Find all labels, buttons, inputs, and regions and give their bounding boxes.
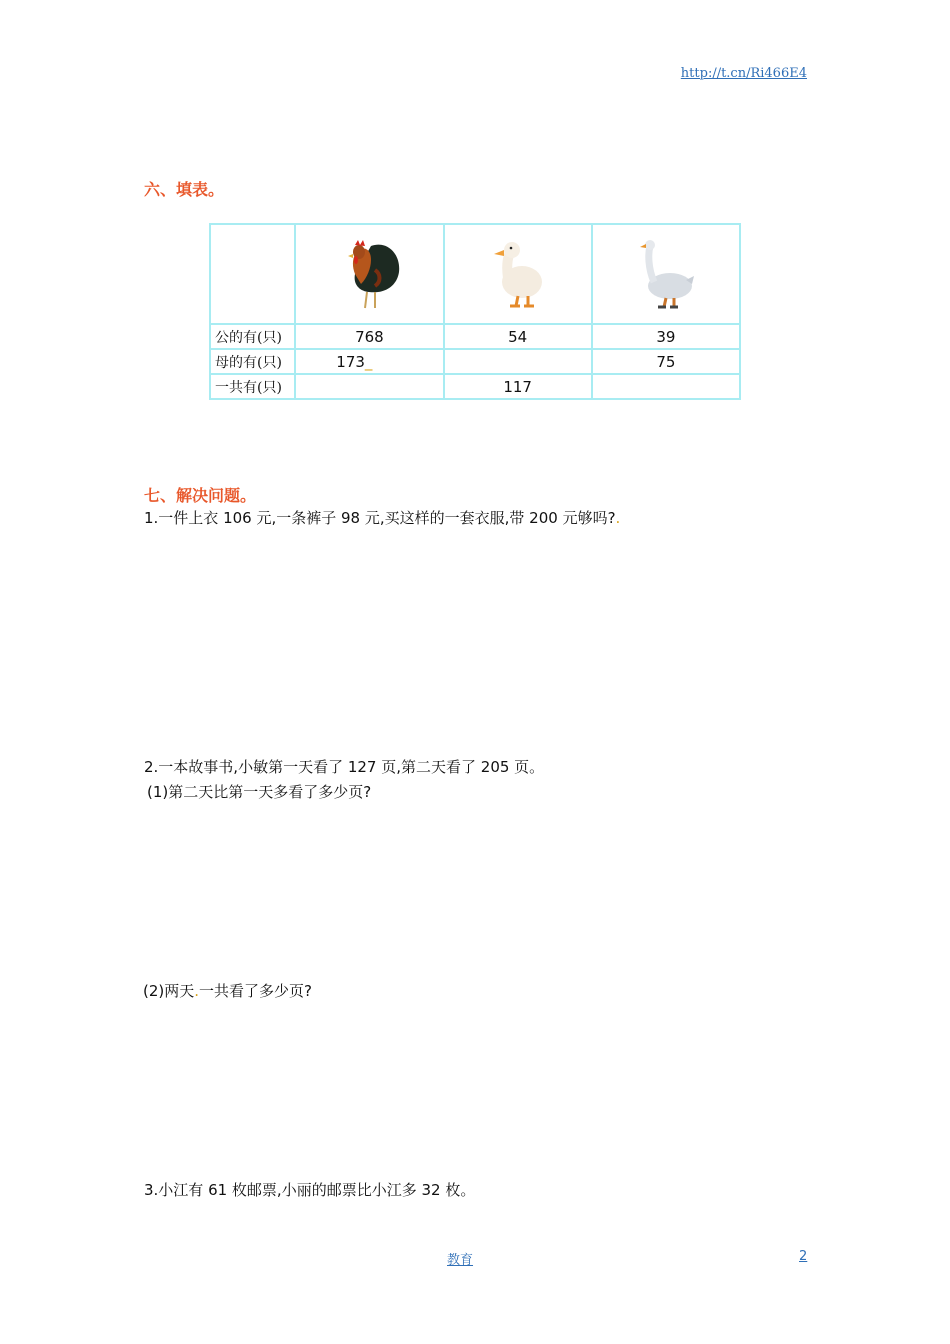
row-label: 母的有(只) bbox=[210, 349, 295, 374]
table-cell: 117 bbox=[444, 374, 592, 399]
table-cell: 75 bbox=[592, 349, 740, 374]
table-cell bbox=[295, 349, 443, 374]
table-cell[interactable] bbox=[592, 374, 740, 399]
table-cell: 39 bbox=[592, 324, 740, 349]
goose-image bbox=[592, 224, 740, 324]
question-2: 2.一本故事书,小敏第一天看了 127 页,第二天看了 205 页。 bbox=[144, 758, 545, 776]
question-1: 1.一件上衣 106 元,一条裤子 98 元,买这样的一套衣服,带 200 元够吗?. bbox=[144, 509, 621, 527]
row-label: 一共有(只) bbox=[210, 374, 295, 399]
section-6-title: 六、填表。 bbox=[144, 180, 225, 199]
duck-image bbox=[444, 224, 592, 324]
footer-link[interactable]: 教育 bbox=[447, 1253, 474, 1268]
underline-mark: _ bbox=[364, 352, 373, 371]
table-row bbox=[210, 324, 740, 349]
rooster-image bbox=[295, 224, 443, 324]
table-cell[interactable] bbox=[444, 349, 592, 374]
table-row bbox=[210, 349, 740, 374]
table-cell: 768 bbox=[295, 324, 443, 349]
header-link[interactable]: http://t.cn/Ri466E4 bbox=[680, 66, 807, 81]
row-label: 公的有(只) bbox=[210, 324, 295, 349]
question-2-part-2: (2)两天.一共看了多少页? bbox=[143, 982, 312, 1000]
corner-cell bbox=[210, 224, 295, 324]
question-2-part-1: (1)第二天比第一天多看了多少页? bbox=[147, 783, 372, 801]
table-cell[interactable] bbox=[295, 374, 443, 399]
table-row bbox=[210, 374, 740, 399]
question-3: 3.小江有 61 枚邮票,小丽的邮票比小江多 32 枚。 bbox=[144, 1181, 476, 1199]
table-cell: 54 bbox=[444, 324, 592, 349]
fill-in-table bbox=[209, 223, 741, 400]
page-number[interactable]: 2 bbox=[799, 1249, 808, 1264]
cell-value: 173 bbox=[336, 352, 365, 371]
section-7-title: 七、解决问题。 bbox=[144, 486, 257, 505]
